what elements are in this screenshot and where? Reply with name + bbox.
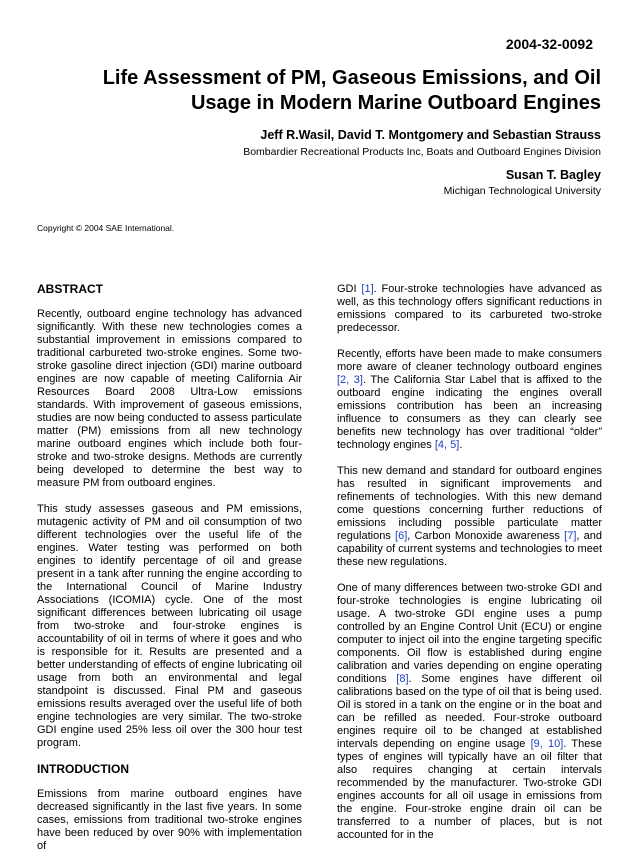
abstract-paragraph-2: This study assesses gaseous and PM emissions, mutagenic activity of PM and oil consumption of two different technologies over the useful life of the engines. Water testing was performed on both engines to identify percentage of oil and grease present in a tank after running the engine according to the International Council of Marine Industry Associations (ICOMIA) cycle. One of the most significant differences between lubricating oil usage from two-stroke and four-stroke engines is accountability of oil in terms of where it goes and who is responsible for it. Results are presented and a better understanding of effects of engine lubricating oil usage from both an environmental and legal standpoint is discussed. Final PM and gaseous emissions results averaged over the useful life of both engine technologies are very similar. The two-stroke GDI engine used 25% less oil over the 300 hour test program. bbox=[37, 503, 302, 749]
affiliation-secondary: Michigan Technological University bbox=[443, 185, 601, 197]
abstract-paragraph-1: Recently, outboard engine technology has advanced significantly. With these new technologies comes a substantial improvement in emissions compared to traditional carbureted two-stroke engines. Some two-stroke gasoline direct injection (GDI) marine outboard engines are now capable of meeting California Air Resources Board 2008 Ultra-Low emissions standards. With improvement of gaseous emissions, studies are now being conducted to assess particulate matter (PM) emissions from all new technology marine outboard engines which include both four-stroke and two-stroke designs. Methods are currently being developed to determine the best way to measure PM from outboard engines. bbox=[37, 308, 302, 489]
text-span: . These types of engines will typically have an oil filter that also requires changing at certain intervals recommended by the manufacturer. Two-stroke GDI engines accounts for all oil usage in emissions from the engine. Four-stroke engine drain oil can be transferred to a number of places, but is not accounted for in the bbox=[337, 738, 602, 841]
citation-link[interactable]: [4, 5] bbox=[434, 439, 460, 451]
text-span: Recently, efforts have been made to make consumers more aware of cleaner technology outboard engines bbox=[337, 348, 602, 373]
copyright-notice: Copyright © 2004 SAE International. bbox=[37, 223, 175, 233]
citation-link[interactable]: [2, 3] bbox=[337, 374, 363, 386]
text-span: , Carbon Monoxide awareness bbox=[407, 530, 565, 542]
introduction-heading: INTRODUCTION bbox=[37, 762, 129, 776]
text-span: GDI bbox=[337, 283, 362, 295]
text-span: One of many differences between two-stroke GDI and four-stroke technologies is engine lubricating oil usage. A two-stroke GDI engine uses a pump controlled by an Engine Control Unit (ECU) or engine computer to inject oil into the engine targeting specific components. Oil flow is established during engine calibration and varies depending on engine operating conditions bbox=[337, 582, 602, 685]
citation-link[interactable]: [1] bbox=[361, 283, 374, 295]
citation-link[interactable]: [8] bbox=[396, 673, 409, 685]
affiliation-primary: Bombardier Recreational Products Inc, Boats and Outboard Engines Division bbox=[243, 146, 601, 158]
text-span: . Some engines have different oil calibrations based on the type of oil that is being used. Oil is stored in a tank on the engine or in the boat and can be refilled as needed. Four-stroke outboard engines require oil to be changed at established intervals depending on engine usage bbox=[337, 673, 602, 750]
citation-link[interactable]: [6] bbox=[395, 530, 408, 542]
abstract-heading: ABSTRACT bbox=[37, 282, 103, 296]
right-column bbox=[337, 283, 602, 855]
text-span: This new demand and standard for outboard engines has resulted in significant improvements and refinements of technologies. With this new demand come questions concerning further reductions of emissions including possible particulate matter regulations bbox=[337, 465, 602, 542]
text-span: . The California Star Label that is affixed to the outboard engine indicating the engines overall emissions contribution has been an increasing influence to consumers as they can clearly see benefits new technology has over traditional “older” technology engines bbox=[337, 374, 602, 451]
text-span: , and capability of current systems and technologies to meet these new regulations. bbox=[337, 530, 602, 568]
text-span: . Four-stroke technologies have advanced as well, as this technology offers significant reductions in emissions compared to its carbureted two-stroke predecessor. bbox=[337, 283, 602, 334]
introduction-paragraph-3 bbox=[337, 465, 602, 569]
paper-number: 2004-32-0092 bbox=[505, 36, 593, 52]
paper-title: Life Assessment of PM, Gaseous Emissions, and Oil Usage in Modern Marine Outboard Engines bbox=[102, 67, 601, 114]
citation-link[interactable]: [9, 10] bbox=[530, 738, 564, 750]
authors-secondary: Susan T. Bagley bbox=[505, 168, 601, 182]
introduction-paragraph-2 bbox=[337, 348, 602, 452]
introduction-paragraph-1-continued bbox=[337, 283, 602, 335]
text-span: . bbox=[459, 439, 463, 451]
left-column bbox=[37, 283, 302, 866]
introduction-paragraph-1: Emissions from marine outboard engines have decreased significantly in the last five years. In some cases, emissions from traditional two-stroke engines have been reduced by over 90% with implementation of bbox=[37, 788, 302, 852]
citation-link[interactable]: [7] bbox=[564, 530, 577, 542]
introduction-paragraph-4 bbox=[337, 582, 602, 842]
authors-primary: Jeff R.Wasil, David T. Montgomery and Sebastian Strauss bbox=[260, 128, 601, 142]
